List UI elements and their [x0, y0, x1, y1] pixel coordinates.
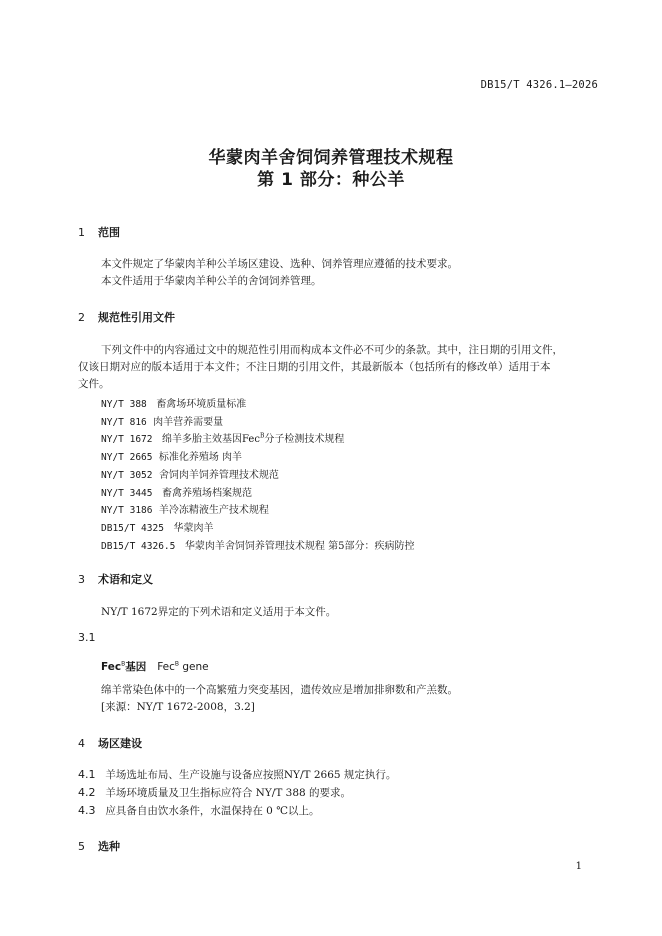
section-title: 术语和定义	[98, 573, 153, 586]
reference-title: 舍饲肉羊饲养管理技术规范	[158, 470, 279, 481]
section-number: 5	[78, 840, 85, 853]
page-number: 1	[575, 861, 582, 872]
reference-code: NY/T 3052	[101, 470, 153, 481]
clause-item	[78, 767, 396, 782]
paragraph: 仅该日期对应的版本适用于本文件；不注日期的引用文件，其最新版本（包括所有的修改单）适用于本	[78, 361, 551, 373]
term-entry	[101, 659, 209, 674]
reference-item	[101, 519, 213, 534]
section-title: 范围	[98, 226, 120, 239]
section-title: 选种	[98, 840, 120, 853]
section-5-heading	[78, 838, 120, 854]
reference-title-continued: 分子检测技术规程	[264, 434, 345, 445]
clause-text: 羊场环境质量及卫生指标应符合 NY/T 388 的要求。	[105, 787, 352, 799]
term-cn-suffix: 基因	[125, 661, 147, 673]
reference-title: 畜禽场环境质量标准	[156, 399, 247, 410]
paragraph: 本文件规定了华蒙肉羊种公羊场区建设、选种、饲养管理应遵循的技术要求。	[101, 258, 458, 270]
document-title: 华蒙肉羊舍饲饲养管理技术规程	[208, 148, 454, 168]
clause-text: 羊场选址布局、生产设施与设备应按照NY/T 2665 规定执行。	[105, 769, 397, 781]
clause-text: 应具备自由饮水条件，水温保持在 0 ℃以上。	[105, 805, 320, 817]
term-en-suffix: gene	[179, 661, 209, 673]
reference-title: 标准化养殖场 肉羊	[158, 452, 243, 463]
clause-number: 4.3	[78, 804, 96, 817]
reference-code: NY/T 2665	[101, 452, 153, 463]
section-4-heading	[78, 735, 142, 751]
term-superscript: B	[174, 660, 180, 668]
section-3-heading	[78, 571, 153, 587]
paragraph: 下列文件中的内容通过文中的规范性引用而构成本文件必不可少的条款。其中，注日期的引用文件，	[101, 344, 563, 356]
reference-code: NY/T 1672	[101, 434, 153, 445]
reference-code: DB15/T 4325	[101, 523, 164, 534]
reference-superscript: B	[259, 432, 265, 440]
reference-code: NY/T 816	[101, 417, 147, 428]
term-en: Fec	[157, 661, 175, 673]
term-cn: Fec	[101, 661, 122, 673]
reference-item	[101, 501, 269, 516]
reference-item	[101, 537, 414, 552]
reference-title: 华蒙肉羊舍饲饲养管理技术规程 第5部分：疾病防控	[184, 541, 415, 552]
standard-number: DB15/T 4326.1—2026	[480, 79, 598, 91]
reference-title: 肉羊营养需要量	[153, 417, 224, 428]
reference-item	[101, 466, 279, 481]
section-1-heading	[78, 224, 120, 240]
reference-code: NY/T 3445	[101, 488, 153, 499]
paragraph: 文件。	[78, 378, 110, 390]
section-2-heading	[78, 309, 175, 325]
reference-code: NY/T 388	[101, 399, 147, 410]
clause-number: 4.2	[78, 786, 96, 799]
section-number: 1	[78, 226, 85, 239]
section-number: 4	[78, 737, 85, 750]
clause-number: 3.1	[78, 631, 96, 644]
term-superscript: B	[121, 660, 126, 668]
reference-item	[101, 430, 344, 445]
reference-code: NY/T 3186	[101, 505, 153, 516]
clause-item	[78, 803, 319, 818]
clause-item	[78, 785, 351, 800]
paragraph: NY/T 1672界定的下列术语和定义适用于本文件。	[101, 606, 337, 618]
reference-code: DB15/T 4326.5	[101, 541, 176, 552]
paragraph: 本文件适用于华蒙肉羊种公羊的舍饲饲养管理。	[101, 275, 322, 287]
reference-title: 畜禽养殖场档案规范	[162, 488, 253, 499]
term-definition: 绵羊常染色体中的一个高繁殖力突变基因，遗传效应是增加排卵数和产羔数。	[101, 684, 458, 696]
section-title: 场区建设	[98, 737, 142, 750]
section-title: 规范性引用文件	[98, 311, 175, 324]
reference-item	[101, 395, 246, 410]
document-subtitle: 第 1 部分：种公羊	[257, 170, 405, 190]
section-number: 3	[78, 573, 85, 586]
term-source: [来源：NY/T 1672-2008，3.2]	[101, 701, 255, 713]
reference-title: 绵羊多胎主效基因Fec	[162, 434, 260, 445]
reference-item	[101, 413, 223, 428]
reference-title: 华蒙肉羊	[173, 523, 214, 534]
reference-item	[101, 484, 252, 499]
reference-item	[101, 448, 242, 463]
reference-title: 羊冷冻精液生产技术规程	[158, 505, 269, 516]
clause-number: 4.1	[78, 768, 96, 781]
section-number: 2	[78, 311, 85, 324]
